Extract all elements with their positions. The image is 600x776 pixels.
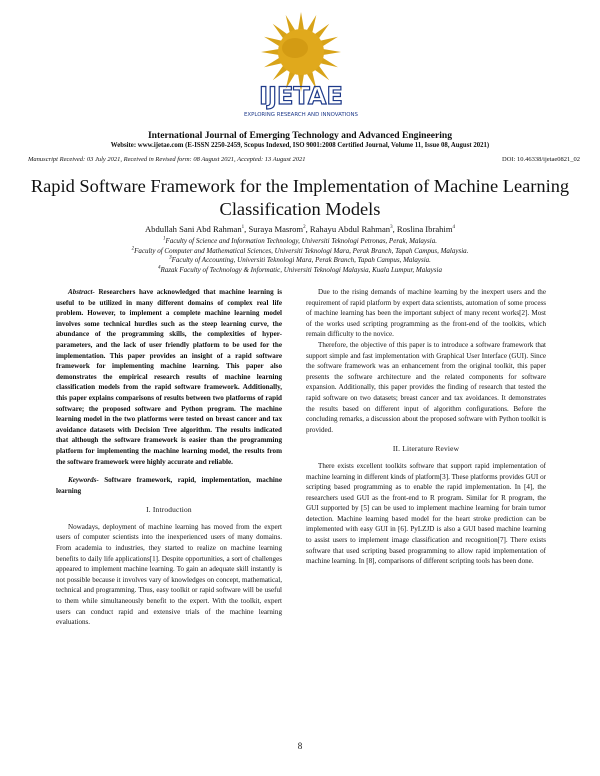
author-name: Rahayu Abdul Rahman	[309, 224, 391, 234]
journal-logo	[234, 8, 368, 124]
author-list	[0, 224, 600, 234]
affiliation	[0, 266, 600, 274]
journal-name: International Journal of Emerging Technology and Advanced Engineering	[147, 130, 453, 141]
author-sup: 2	[303, 225, 306, 231]
abstract-text: Researchers have acknowledged that machine learning is useful to be utilized in many different domains of complex real life problem. However, to implement a complete machine learning model involves some technical hurdles such as the steep learning curve, the abundance of the programming skills, the complexities of hyper-parameters, and the lack of user friendly platform to be used for the implementation. This paper provides an insight of a rapid software framework for implementing machine learning. This paper also demonstrates the empirical research results of machine learning classification models from the rapid software framework. Additionally, this paper explains comparisons of results between two platforms of rapid software; the proposed software and Python program. The machine learning model in the two platforms were tested on breast cancer and tax avoidance datasets with Decision Tree algorithm. The results indicated that although the software framework is easier than the programming platform for implementing the machine learning model, the results from the software framework were highly accurate and reliable.	[56, 288, 282, 466]
journal-website-line: Website: www.ijetae.com (E-ISSN 2250-2459, Scopus Indexed, ISO 9001:2008 Certified Journal, Volume 11, Issue 08, August 2021)	[110, 142, 490, 149]
keywords-label: Keywords-	[68, 476, 99, 485]
literature-review-paragraph: There exists excellent toolkits software that support rapid implementation of machine learning in different kinds of platform[3]. These platforms provides GUI or scripting based programming as to enable the rapid implementation. In [4], the researchers used GUI as the front-end to R program. Similar for R program, the GUI supported by [5] can be used to implement machine learning for brain tumor detection. Machine learning based model for the heart stroke prediction can be implemented with easy GUI in [6]. PyLZJD is also a GUI based machine learning to assist users to implement image classification and recognition[7]. There exists software that used scripting based programming to allow rapid implementation of machine learning. In [8], comparisons of different scripting tools has been done.	[306, 461, 546, 566]
author-name: Suraya Masrom	[248, 224, 304, 234]
section-heading-literature-review: II. Literature Review	[392, 444, 460, 454]
abstract	[56, 287, 282, 467]
abstract-label: Abstract-	[68, 288, 95, 296]
author-sup: 3	[390, 225, 393, 231]
author-separator: ,	[392, 224, 397, 234]
author-sup: 1	[241, 225, 245, 231]
affiliation-text: Faculty of Science and Information Technology, Universiti Teknologi Petronas, Perak, Malaysia.	[165, 237, 437, 245]
author-name: Roslina Ibrahim	[396, 224, 453, 234]
author-separator: ,	[305, 224, 310, 234]
manuscript-dates: Manuscript Received: 03 July 2021, Received in Revised form: 08 August 2021, Accepted: 13 August 2021	[28, 156, 306, 163]
keywords-text: Software framework, rapid, implementation, machine learning	[56, 476, 283, 495]
paper-title: Rapid Software Framework for the Implementation of Machine Learning Classification Models	[30, 176, 570, 219]
logo-tagline: EXPLORING RESEARCH AND INNOVATIONS	[244, 112, 358, 118]
page-number: 8	[297, 741, 303, 751]
section-heading-introduction: I. Introduction	[146, 505, 192, 515]
author-separator: ,	[244, 224, 249, 234]
affiliation	[0, 247, 600, 255]
keywords	[56, 475, 282, 496]
affiliation-sup: 2	[131, 246, 135, 252]
logo-sun-emblem	[234, 8, 368, 124]
affiliation-sup: 4	[158, 265, 161, 271]
body-paragraph: Therefore, the objective of this paper is to introduce a software framework that support simple and fast implementation with Graphical User Interface (GUI). Since the software framework was an enhancement from the original toolkit, this paper presents the software architecture and the related components for software expansion. Additionally, this paper provides the finding of research that tested the rapid software on two datasets; breast cancer and tax avoidances. It demonstrates the results based on different input of algorithm configurations. Before the concluding remarks, a discussion about the proposed software with Python toolkit is provided.	[306, 340, 546, 434]
introduction-paragraph: Nowadays, deployment of machine learning has moved from the expert users of computer scientists into the inexperienced users of many domains. From academia to industries, they started to realize on machine learning benefits to daily life applications[1]. Despite opportunities, a sort of challenges appeared to implement machine learning. To gain an adequate skill instantly is not possible because it involves vary of knowledges on concept, mathematical, technical and programming. Thus, easy toolkit or rapid software will be useful to them while simultaneously benefit to the expert. With the toolkit, expert users can conduct rapid and extensive trials of the machine learning evaluations.	[56, 522, 282, 627]
body-paragraph: Due to the rising demands of machine learning by the inexpert users and the requirement of rapid platform by expert data scientists, automation of some process of machine learning has been the important subject of many recent works[2]. Most of the works used scripting programming as the front-end of the toolkits, which remain difficulty to the novice.	[306, 288, 546, 339]
author-name: Abdullah Sani Abd Rahman	[144, 224, 242, 234]
affiliation	[0, 237, 600, 245]
affiliation-text: Faculty of Accounting, Universiti Teknologi Mara, Perak Branch, Tapah Campus, Malaysia.	[171, 256, 431, 264]
affiliation-sup: 3	[169, 255, 172, 261]
affiliation-text: Faculty of Computer and Mathematical Sciences, Universiti Teknologi Mara, Perak Branch, Tapah Campus, Malaysia.	[134, 247, 469, 255]
affiliation	[0, 256, 600, 264]
right-column	[306, 287, 546, 567]
doi: DOI: 10.46338/ijetae0821_02	[502, 156, 580, 163]
author-sup: 4	[452, 225, 456, 231]
affiliation-text: Razak Faculty of Technology & Informatic, Universiti Teknologi Malaysia, Kuala Lumpur, Malaysia	[160, 266, 442, 274]
logo-wordmark: IJETAE	[259, 82, 343, 110]
affiliation-sup: 1	[163, 236, 166, 242]
left-column	[56, 287, 282, 628]
